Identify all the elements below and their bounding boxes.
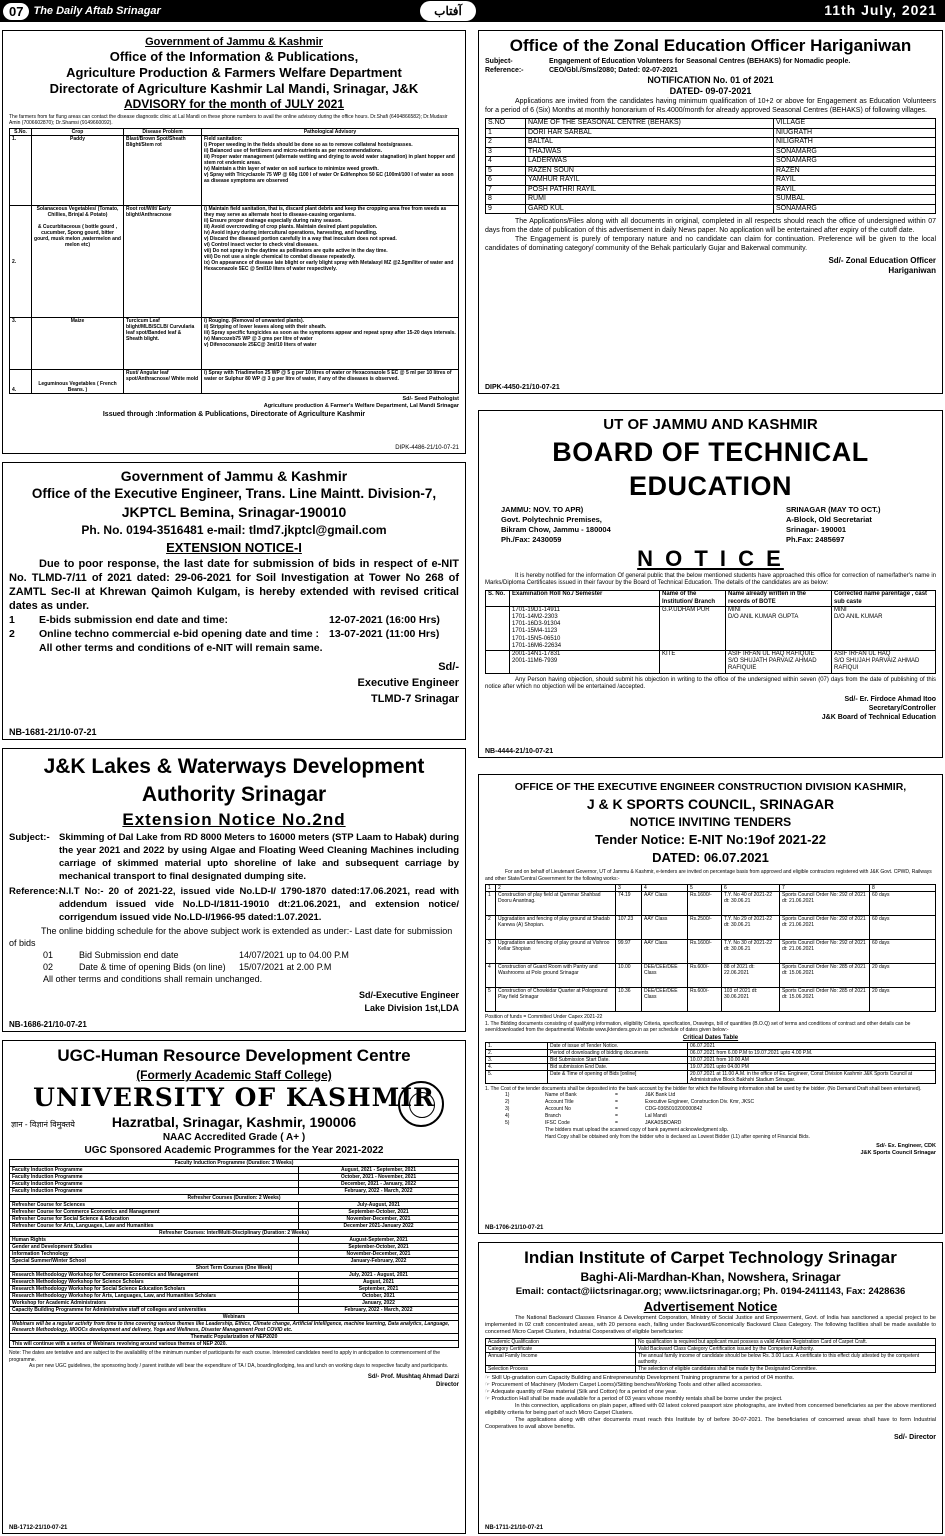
sports-para-2: 1. The Bidding documents consisting of qualifying information, eligibility Criteria, specification, Drawings, bill of quantities (B.O.Q) set of terms and conditions of contract and other details can be seen/downloaded from the departmental Website www.jktenders.gov.in as per schedule of dates given below:- — [485, 1020, 911, 1033]
iict-sig: Sd/- Director — [893, 1434, 936, 1441]
iict-facilities-list — [485, 1375, 936, 1403]
zonal-para-2: The Applications/Files along with all documents in original, completed in all respects should reach the office of undersigned within 07 days from the date of publication of this advertisement in daily News paper. No application will be entertained after expiry of the cutoff date. — [485, 218, 936, 234]
zonal-education-ad: Office of the Zonal Education Officer Hariganiwan Subject- Engagement of Education Volunteers for Seasonal Centres (BEHAKS) for Nomadic people. Reference:- CEO/Gbl./Sms/2080; Dated: 02-07-2021 NOTIFICATION No. 01 of 2021 DATED- 09-07-2021 Applications are invited from the candidates having minimum qualification of 10+2 or above for Engagement as Education Volunteers for a period of 6 (Six) Months at monthly honorarium of Rs.4000/month for already approved Seasonal Centres (BEHAKS) of following villages. S.NO NAME OF THE SEASONAL CENTRE (BEHAKS) VILLAGE 1 DORI HAR SARBAL NIUGRATH 2 BALTAL NILIGRATH 3 THAJWAS SONAMARG 4 LADERWAS SONAMARG 5 RAZEN SOUN RAZEN 6 YAMHUR RAYIL RAYIL 7 POSH PATHRI RAYIL RAYIL 8 RUMI SUMBAL 9 GARD KUL SONAMARG The Applications/Files along with all documents in original, completed in all respects should reach the office of undersigned within 07 days from the date of publication of this advertisement in daily News paper. No application will be entertained after expiry of the cutoff date. The Engagement is purely of temporary nature and no candidate can claim for continuation. Preference will be given to the local candidates of dominating category/ community of the Behak particularly Gujar and Bakerwal community. Sd/- Zonal Education Officer Hariganiwan DIPK-4450-21/10-07-21 — [478, 30, 943, 394]
sports-critical-dates-title: Critical Dates Table — [682, 1034, 739, 1041]
list-item: ☞ Procurement of Machinery (Modern Carpet Looms)/Sitting benches/Working Tools and other allied accessories. — [485, 1382, 763, 1388]
zonal-sig-1: Sd/- Zonal Education Officer — [828, 256, 936, 265]
iict-advertisement-ad — [478, 1242, 943, 1534]
ee-contact: Ph. No. 0194-3516481 e-mail: tlmd7.jkptcl@gmail.com — [81, 523, 387, 537]
bote-sig-2: Secretary/Controller — [868, 705, 936, 713]
agri-sig-2: Agriculture production & Farmer's Welfare Department, Lal Mandi Srinagar — [263, 403, 459, 409]
uok-note-2: As per new UGC guidelines, the sponsoring body / parent institute will bear the expenditure of TA / DA, boarding/lodging, tea and lunch on working days to respective faculty and participants. — [29, 1363, 449, 1369]
iict-eligibility-table — [485, 1338, 936, 1373]
sports-council: J & K SPORTS COUNCIL, SRINAGAR — [586, 796, 835, 812]
lakes-item-1: Bid Submission end date — [79, 950, 179, 960]
issue-date: 11th July, 2021 — [824, 2, 937, 18]
ee-item-1: E-bids submission end date and time: — [39, 614, 229, 626]
sports-dated: DATED: 06.07.2021 — [652, 850, 769, 865]
uok-address: Hazratbal, Srinagar, Kashmir, 190006 — [111, 1114, 357, 1130]
lakes-notice-title: Extension Notice No.2nd — [122, 810, 346, 829]
uok-sig-1: Sd/- Prof. Mushtaq Ahmad Darzi — [367, 1373, 459, 1380]
bote-para-2: Any Person having objection, should submit his objection in writing to the office of the undersigned within seven (07) days from the date of publishing of this notice after which no objection will be entertained /accepted. — [485, 676, 936, 690]
uok-note: Note: The dates are tentative and are subject to the availability of the minimum number of participants for each course. Interested candidates need to apply in anticipation to commencement of the programme. — [9, 1350, 440, 1363]
agri-col: Pathological Advisory — [202, 129, 459, 136]
ee-item-2: Online techno commercial e-bid opening date and time : — [39, 628, 320, 640]
paper-logo: آفتاب — [420, 1, 476, 21]
sports-bank-details: 1) Name of Bank = J&K Bank Ltd 2) Account Title = Executive Engineer, Construction Div. Kmr, JKSC 3) Account No = CDG-0365010200000842 4) Branch = Lal Mandi 5) IFSC Code = JAKA0SBOARD The bidders must upload the scanned copy of bank payment acknowledgment slip. Hard Copy shall be obtained only from the bidder who is declared as Lowest Bidder (L1) after opening of Financial Bids. — [505, 1092, 810, 1140]
bote-sig-1: Sd/- Er. Firdoce Ahmad Itoo — [844, 696, 936, 704]
ee-office: Office of the Executive Engineer, Trans. Line Maintt. Division-7, — [31, 486, 437, 501]
table-row: Refresher Course for Commerce Economics and Management September-October, 2021 — [10, 1209, 459, 1216]
sports-office: OFFICE OF THE EXECUTIVE ENGINEER CONSTRUCTION DIVISION KASHMIR, — [514, 781, 907, 793]
table-row: 2001-14N1-17831 2001-11M6-7939 KITE ASIF IRFAN UL HAQ RAFIQUIE S/O SHUJATH PARVAIZ AHMAD RAFIQUIE ASIF IRFAN UL HAQ S/O SHUJAH PARVAIZ AHMAD RAFIQUI — [486, 651, 936, 674]
table-row: 4. Bid submission End Date. 19.07.2021 upto 04.00 PM — [486, 1063, 936, 1070]
uok-programmes-title: UGC Sponsored Academic Programmes for the Year 2021-2022 — [84, 1145, 384, 1156]
table-row: Research Methodology Workshop for Science Scholars August, 2021 — [10, 1279, 459, 1286]
ee-para-2: All other terms and conditions of e-NIT will remain same. — [39, 642, 323, 654]
sports-para-1: For and on behalf of Lieutenant Governor, UT of Jammu & Kashmir, e-tenders are invited on percentage basis from approved and eligible contractors registered with J&K Govt. CPWD, Railways and other State/Central Government for the following works:- — [485, 869, 932, 882]
table-row: 6 YAMHUR RAYIL RAYIL — [486, 176, 936, 186]
table-row: 4 LADERWAS SONAMARG — [486, 157, 936, 167]
list-item: ☞ Skill Up-gradation cum Capacity Building and Entrepreneurship Development Training programme for a period of 04 months. — [485, 1375, 795, 1381]
table-row: Academic Qualification No qualification is required but applicant must possess a valid Artisan Registration Card of Carpet Craft. — [486, 1339, 936, 1346]
table-row: 1. Date of issue of Tender Notice. 06.07.2021 — [486, 1042, 936, 1049]
agri-intro: The farmers from far flung areas can contact the disease diagnostic clinic at Lal Mandi on these phone numbers to avail the online advisory during the office hours. Dr.Shafi (6494866582); Dr.Mudasir Amin (7006602870); Dr.Shamsi (9149660092). — [9, 114, 448, 126]
sports-ref: NB-1706-21/10-07-21 — [485, 1225, 544, 1231]
bote-notice: N O T I C E — [637, 546, 784, 571]
table-row: Selection Process The selection of eligible candidates shall be made by the Designated Committee. — [486, 1366, 936, 1373]
page-header — [0, 0, 945, 22]
table-row: Research Methodology Workshop for Commerce Economics and Management July, 2021 - August, 2021 — [10, 1272, 459, 1279]
agriculture-advisory-ad — [2, 30, 466, 454]
lakes-item-2: Date & time of opening Bids (on line) — [79, 962, 226, 972]
table-row: 5 Construction of Chowkidar Quarter at Pologround Play field Srinagar 10.36 DEE/CEE/DEE Class Rs.600/- 103 of 2021 dt: 30.06.2021 Sports Council Order No: 285 of 2021 dt: 15.06.2021 20 days — [486, 988, 936, 1012]
zonal-ref: DIPK-4450-21/10-07-21 — [485, 384, 560, 391]
lakes-para-2: All other terms and conditions shall remain unchanged. — [43, 974, 263, 984]
bote-ut: UT OF JAMMU AND KASHMIR — [603, 416, 818, 433]
table-row: Faculty Induction Programme December, 2021 - January, 2022 — [10, 1181, 459, 1188]
iict-title: Indian Institute of Carpet Technology Srinagar — [524, 1248, 897, 1267]
sports-nit: NOTICE INVITING TENDERS — [629, 815, 792, 829]
uok-motto: ज्ञान - विज्ञानं विमुक्तये — [11, 1120, 75, 1129]
zonal-sig-2: Hariganiwan — [888, 266, 936, 275]
ee-ref: NB-1681-21/10-07-21 — [9, 727, 97, 737]
lakes-reference: N.I.T No:- 20 of 2021-22, issued vide No.LD-I/ 1790-1870 dated:17.06.2021, read with addendum issued vide No.LD-I/1811-19010 dt:21.06.2021, and extension notice/ corrigendum issued vide No.LD-I/1966-95 dated:1.07.2021. — [59, 886, 459, 923]
sports-tender-no: Tender Notice: E-NIT No:19of 2021-22 — [595, 832, 826, 847]
ee-address: JKPTCL Bemina, Srinagar-190010 — [121, 504, 347, 520]
table-row: 1701-19D1-14911 1701-14M2-2303 1701-16D3-91304 1701-15M4-1123 1701-15N5-06510 1701-16M6-22634 G.P.UDHAM PUR MINI D/O ANIL KUMAR GUPTA MINI D/O ANIL KUMAR — [486, 606, 936, 650]
agri-col: Crop — [32, 129, 124, 136]
uok-name: UNIVERSITY OF KASHMIR — [33, 1083, 435, 1112]
table-row: Human Rights August-September, 2021 — [10, 1237, 459, 1244]
table-row: 2. Solanaceous Vegetables/ (Tomato, Chillies, Brinjal & Potato) & Cucurbitaceous ( bottle gourd , cucumber, Spong gourd, bitter gourd, musk melon ,watermelon and melon etc) Root rot/Wilt/ Early blight/Anthracnose i) Maintain field sanitation, that is, discard plant debris and keep the cropping area free from weeds as they may serve as alternate host to disease-causing organisms. ii) Ensure proper drainage especially during rainy season. iii) Avoid overcrowding of crop plants. Maintain desired plant population. iv) Avoid injury during intercultural operations, harvesting, and handling. v) Discard the diseased portion carefully in a way that inoculum does not spread. vi) Control insect vector to check viral diseases. vii) Do not spray in the daytime as pollinators are quite active in the day time. viii) Do not use a single chemical to combat disease repeatedly. ix) On appearance of disease late blight or early blight spray with Metalaxyl MZ @2.5gm/liter of water and Hexaconazole 5EC @ 5ml/10 liters of water respectively. — [10, 206, 459, 318]
table-row: Special Summer/Winter School January-February, 2022 — [10, 1258, 459, 1265]
table-row: 5. Date & Time of opening of Bids [online] 20.07.2021 at 11.00 A.M. in the office of Ex. Engineer, Const Division Kashmir J&K Sports Council at Administrative Block Bakhshi Stadium Srinagar. — [486, 1070, 936, 1083]
agri-col: Disease Problem — [124, 129, 202, 136]
ee-notice-title: EXTENSION NOTICE-I — [166, 540, 302, 555]
table-row: 7 POSH PATHRI RAYIL RAYIL — [486, 185, 936, 195]
sports-works-table: 1 2 3 4 5 6 7 8 1 Construction of play field at Qammar Shahbad Dooru Anantnag. 74.19 AAY Class Rs.1600/- T.Y. No 40 of 2021-22 dt: 30.06.21 Sports Council Order No: 292 of 2021 dt: 21.06.2021 60 days 2 Upgradation and fencing of play ground at Shadab Karewa (A) Shopian. 107.23 AAY Class Rs.2500/- T.Y. No 29 of 2021-22 dt: 30.06.21 Sports Council Order No: 292 of 2021 dt: 21.06.2021 60 days 3 Upgradation and fencing of play ground at Vishroo Kellar Shopian 99.97 AAY Class Rs.1600/- T.Y. No 30 of 2021-22 dt: 30.06.21 Sports Council Order No: 292 of 2021 dt: 21.06.2021 60 days 4 Construction of Guard Room with Pantry and Washrooms at Polo ground Srinagar 10.00 DEE/CEE/DEE Class Rs.600/- 88 of 2021 dt: 22.06.2021 Sports Council Order No: 285 of 2021 dt: 15.06.2021 20 days 5 Construction of Chowkidar Quarter at Pologround Play field Srinagar 10.36 DEE/CEE/DEE Class Rs.600/- 103 of 2021 dt: 30.06.2021 Sports Council Order No: 285 of 2021 dt: 15.06.2021 20 days — [485, 884, 936, 1012]
iict-address: Baghi-Ali-Mardhan-Khan, Nowshera, Srinagar — [580, 1270, 841, 1284]
table-row: Refresher Course for Social Science & Education November-December, 2021 — [10, 1216, 459, 1223]
lakes-subject: Skimming of Dal Lake from RD 8000 Meters to 16000 meters (STP Laam to Habak) during the year 2021 and 2022 by using Algae and Floating Weed Cleaning Machines including carriage of skimmed material upto shoreline of lake and subsequent carriage by mechanical transport to final designated dumping site. — [59, 832, 460, 882]
jkptcl-extension-ad: Government of Jammu & Kashmir Office of the Executive Engineer, Trans. Line Maintt. Division-7, JKPTCL Bemina, Srinagar-190010 Ph. No. 0194-3516481 e-mail: tlmd7.jkptcl@gmail.com EXTENSION NOTICE-I Due to poor response, the last date for submission of bids in respect of e-NIT No. TLMD-7/11 of 2021 dated: 29-06-2021 for Soil Investigation at Tower No 268 of ZAMTL Sec-II at Khrewan Qaimoh Kulgam, is hereby extended with revised critical dates as under. 1 E-bids submission end date and time: 12-07-2021 (16:00 Hrs) 2 Online techno commercial e-bid opening date and time : 13-07-2021 (11:00 Hrs) All other terms and conditions of e-NIT will remain same. Sd/- Executive Engineer TLMD-7 Srinagar NB-1681-21/10-07-21 — [2, 462, 466, 740]
agri-dept: Agriculture Production & Farmers Welfare Department — [66, 65, 402, 80]
uok-former: (Formerly Academic Staff College) — [136, 1068, 332, 1082]
zonal-table: S.NO NAME OF THE SEASONAL CENTRE (BEHAKS) VILLAGE 1 DORI HAR SARBAL NIUGRATH 2 BALTAL NILIGRATH 3 THAJWAS SONAMARG 4 LADERWAS SONAMARG 5 RAZEN SOUN RAZEN 6 YAMHUR RAYIL RAYIL 7 POSH PATHRI RAYIL RAYIL 8 RUMI SUMBAL 9 GARD KUL SONAMARG — [485, 118, 936, 214]
list-item: ☞ Production Hall shall be made available for a period of 03 years whose monthly rentals shall be borne under the project. — [485, 1396, 783, 1402]
agri-govt: Government of Jammu & Kashmir — [145, 36, 323, 48]
table-row: Research Methodology Workshop for Social Science Education Scholars September, 2021 — [10, 1286, 459, 1293]
bote-para-1: It is hereby notified for the information Of general public that the below mentioned students have approached this office for correction of name/father's name in Marks/Diploma Certificates issued in their favour by the Board of Technical Education. The details of the candidates are as below: — [485, 573, 936, 587]
table-row: Workshop for Academic Administrators January, 2022 — [10, 1300, 459, 1307]
table-row: Refresher Course for Sciences July-August, 2021 — [10, 1202, 459, 1209]
ee-sig-0: Sd/- — [438, 661, 459, 673]
table-row: 5 RAZEN SOUN RAZEN — [486, 166, 936, 176]
paper-name: The Daily Aftab Srinagar — [33, 5, 161, 17]
table-row: 4 Construction of Guard Room with Pantry and Washrooms at Polo ground Srinagar 10.00 DEE/CEE/DEE Class Rs.600/- 88 of 2021 dt: 22.06.2021 Sports Council Order No: 285 of 2021 dt: 15.06.2021 20 days — [486, 964, 936, 988]
sports-para-3: 1. The Cost of the tender documents shall be deposited into the bank account by the bidder for which the following information shall be used by the bidder. (No Demand Draft shall been entertained). — [485, 1085, 922, 1092]
agri-advisory-title: ADVISORY for the month of JULY 2021 — [123, 97, 345, 111]
zonal-dated: DATED- 09-07-2021 — [669, 86, 752, 96]
uok-ref: NB-1712-21/10-07-21 — [9, 1525, 68, 1531]
agri-table — [9, 128, 459, 394]
table-row: 2 Upgradation and fencing of play ground at Shadab Karewa (A) Shopian. 107.23 AAY Class Rs.2500/- T.Y. No 29 of 2021-22 dt: 30.06.21 Sports Council Order No: 292 of 2021 dt: 21.06.2021 60 days — [486, 916, 936, 940]
iict-para-2: In this connection, applications on plain paper, affixed with 02 latest colored passport size photographs, are invited from concerned beneficiaries as per the above mentioned eligibility criteria for being part of such Micro Carpet Clusters. — [485, 1403, 936, 1416]
agri-ref: DIPK-4486-21/10-07-21 — [395, 445, 459, 451]
sports-sig-2: J&K Sports Council Srinagar — [860, 1150, 936, 1156]
ee-govt: Government of Jammu & Kashmir — [120, 468, 348, 484]
ee-sig-1: Executive Engineer — [357, 677, 459, 689]
sports-sig-1: Sd/- Ex. Engineer, CDK — [876, 1143, 936, 1149]
bote-title: BOARD OF TECHNICAL EDUCATION — [552, 437, 869, 501]
table-row: 1. Paddy Blast/Brown Spot/Sheath Blight/Stem rot Field sanitation: i) Proper weeding in the fields should be done so as to remove collateral hosts/grasses. ii) Balanced use of fertilizers and micro-nutrients as per recommendations. iii) Proper water management (alternate wetting and drying to avoid water stagnation) in plant hopper and stem rot endemic areas. iv) Maintain a thin layer of water on soil surface to minimize weed growth. v) Spray with Tricyclazole 75 WP @ 60g /100 l of water Or Edifenphos 50 EC (100ml/100 l of water as soon as disease symptoms are observed — [10, 136, 459, 206]
table-row: 8 RUMI SUMBAL — [486, 195, 936, 205]
agri-directorate: Directorate of Agriculture Kashmir Lal Mandi, Srinagar, J&K — [49, 81, 419, 96]
lakes-sig-2: Lake Division 1st,LDA — [364, 1003, 459, 1013]
page-number: 07 — [3, 3, 29, 20]
lakes-authority-ad: J&K Lakes & Waterways Development Authority Srinagar Extension Notice No.2nd Subject:- Skimming of Dal Lake from RD 8000 Meters to 16000 meters (STP Laam to Habak) during the year 2021 and 2022 by using Algae and Floating Weed Cleaning Machines including carriage of skimmed material upto shoreline of lake and subsequent carriage by mechanical transport to final designated dumping site. Reference:- N.I.T No:- 20 of 2021-22, issued vide No.LD-I/ 1790-1870 dated:17.06.2021, read with addendum issued vide No.LD-I/1811-19010 dt:21.06.2021, and extension notice/ corrigendum issued vide No.LD-I/1966-95 dated:1.07.2021. The online bidding schedule for the above subject work is extended as under:- Last date for submission of bids 01 Bid Submission end date 14/07/2021 up to 04.00 P.M 02 Date & time of opening Bids (on line) 15/07/2021 at 2.00 P.M All other terms and conditions shall remain unchanged. Sd/-Executive Engineer Lake Division 1st,LDA NB-1686-21/10-07-21 — [2, 748, 466, 1032]
bote-notice-ad: UT OF JAMMU AND KASHMIR BOARD OF TECHNICAL EDUCATION JAMMU: NOV. TO APR) Govt. Polytechnic Premises, Bikram Chow, Jammu - 180004 Ph./Fax: 2430059 SRINAGAR (MAY TO OCT.) A-Block, Old Secretariat Srinagar- 190001 Ph.Fax: 2485697 N O T I C E It is hereby notified for the information Of general public that the below mentioned students have approached this office for correction of name/father's name in Marks/Diploma Certificates issued in their favour by the Board of Technical Education. The details of the candidates are as below: S. No. Examination Roll No./ Semester Name of the Institution/ Branch Name already written in the records of BOTE Corrected name parentage , cast sub caste 1701-19D1-14911 1701-14M2-2303 1701-16D3-91304 1701-15M4-1123 1701-15N5-06510 1701-16M6-22634 G.P.UDHAM PUR MINI D/O ANIL KUMAR GUPTA MINI D/O ANIL KUMAR 2001-14N1-17831 2001-11M6-7939 KITE ASIF IRFAN UL HAQ RAFIQUIE S/O SHUJATH PARVAIZ AHMAD RAFIQUIE ASIF IRFAN UL HAQ S/O SHUJAH PARVAIZ AHMAD RAFIQUI Any Person having objection, should submit his objection in writing to the office of the undersigned within seven (07) days from the date of publishing of this notice after which no objection will be entertained /accepted. Sd/- Er. Firdoce Ahmad Itoo Secretary/Controller J&K Board of Technical Education NB-4444-21/10-07-21 — [478, 410, 943, 758]
lakes-title-1: J&K Lakes & Waterways Development — [43, 755, 425, 778]
table-row: Faculty Induction Programme August, 2021 - September, 2021 — [10, 1167, 459, 1174]
zonal-title: Office of the Zonal Education Officer Hariganiwan — [509, 36, 912, 55]
uok-centre: UGC-Human Resource Development Centre — [57, 1046, 411, 1065]
table-row: Category Certificate Valid Backward Class Category Certification issued by the Competent Authority. — [486, 1346, 936, 1353]
table-row: 3. Maize Turcicum Leaf blight/MLB/SCLB/ Curvularia leaf spot/Banded leaf & Sheath blight. i) Rouging. (Removal of unwanted plants). ii) Stripping of lower leaves along with their sheath. iii) Spray specific fungicides as soon as the symptoms appear and repeat spray after 15-20 days intervals. iv) Mancozeb75 WP @ 3 gms per litre of water v) Difenoconazole 25EC@ 3ml/10 liters of water — [10, 318, 459, 370]
uok-sig-2: Director — [435, 1381, 459, 1388]
iict-para-1: The National Backward Classes Finance & Development Corporation, Ministry of Social Justice and Empowerment, Govt. of India has sanctioned a special project to be implemented in 02 craft concentrated areas, with 20 persons each, falling under Backward/Economically Backward Class Category. The following facilities shall be made available to concerned Micro Carpet Clusters, Industrial Cooperatives of eligible beneficiaries: — [485, 1315, 936, 1335]
list-item: ☞ Adequate quantity of Raw material (Silk and Cotton) for a period of one year. — [485, 1389, 678, 1395]
zonal-subject: Engagement of Education Volunteers for Seasonal Centres (BEHAKS) for Nomadic people. — [549, 58, 851, 65]
university-emblem-icon — [398, 1081, 444, 1127]
zonal-reference: CEO/Gbl./Sms/2080; Dated: 02-07-2021 — [549, 67, 678, 74]
table-row: 9 GARD KUL SONAMARG — [486, 204, 936, 214]
ee-sig-2: TLMD-7 Srinagar — [370, 693, 459, 705]
lakes-ref: NB-1686-21/10-07-21 — [9, 1020, 87, 1029]
ee-item-1-date: 12-07-2021 (16:00 Hrs) — [329, 614, 440, 626]
zonal-para-3: The Engagement is purely of temporary nature and no candidate can claim for continuation. Preference will be given to the local candidates of dominating category/ community of the Behak particularly Gujar and Bakerwal community. — [485, 236, 936, 252]
uok-webinars: Webinars will be a regular activity from time to time covering various themes like Leadership, Ethics, Climate change, Artificial Intelligence, machine learning, Data analytics, Language, Research Methodology, MOOCs development and delivery, Yoga and Wellness, Disaster Management Post COVID etc. — [10, 1321, 459, 1334]
table-row: 3 THAJWAS SONAMARG — [486, 147, 936, 157]
zonal-para-1: Applications are invited from the candidates having minimum qualification of 10+2 or above for Engagement as Education Volunteers for a period of 6 (Six) Months at monthly honorarium of Rs.4000/month for already approved Seasonal Centres (BEHAKS) of following villages. — [485, 98, 936, 114]
bote-table: S. No. Examination Roll No./ Semester Name of the Institution/ Branch Name already written in the records of BOTE Corrected name parentage , cast sub caste 1701-19D1-14911 1701-14M2-2303 1701-16D3-91304 1701-15M4-1123 1701-15N5-06510 1701-16M6-22634 G.P.UDHAM PUR MINI D/O ANIL KUMAR GUPTA MINI D/O ANIL KUMAR 2001-14N1-17831 2001-11M6-7939 KITE ASIF IRFAN UL HAQ RAFIQUIE S/O SHUJATH PARVAIZ AHMAD RAFIQUIE ASIF IRFAN UL HAQ S/O SHUJAH PARVAIZ AHMAD RAFIQUI — [485, 590, 936, 673]
table-row: Annual Family Income The annual family income of candidate should be below Rs. 3.00 Lacs. A certificate to this effect duly attested by the competent authority . — [486, 1353, 936, 1366]
table-row: 1 Construction of play field at Qammar Shahbad Dooru Anantnag. 74.19 AAY Class Rs.1600/- T.Y. No 40 of 2021-22 dt: 30.06.21 Sports Council Order No: 292 of 2021 dt: 21.06.2021 60 days — [486, 892, 936, 916]
iict-para-3: The applications along with other documents must reach this Institute by of before 30-07-2021. The beneficiaries of concerned areas shall have to form Industrial Cooperatives to avail above benefits. — [485, 1417, 936, 1430]
uok-hrdc-ad — [2, 1040, 466, 1534]
uok-programme-table: Faculty Induction Programme (Duration: 3 Weeks) Faculty Induction Programme August, 2021 - September, 2021 Faculty Induction Programme October, 2021 - November, 2021 Faculty Induction Programme December, 2021 - January, 2022 Faculty Induction Programme February, 2022 - March, 2022 Refresher Courses (Duration: 2 Weeks) Refresher Course for Sciences July-August, 2021 Refresher Course for Commerce Economics and Management September-October, 2021 Refresher Course for Social Science & Education November-December, 2021 Refresher Course for Arts, Languages, Law and Humanities December 2021-January 2022 Refresher Courses: Inter/Multi-Disciplinary (Duration: 2 Weeks) Human Rights August-September, 2021 Gender and Development Studies September-October, 2021 Information Technology November-December, 2021 Special Summer/Winter School January-February, 2022 Short Term Courses (One Week) Research Methodology Workshop for Commerce Economics and Management July, 2021 - August, 2021 Research Methodology Workshop for Science Scholars August, 2021 Research Methodology Workshop for Social Science Education Scholars September, 2021 Research Methodology Workshop for Arts, Languages, Law, and Humanities Scholars October, 2021 Workshop for Academic Administrators January, 2022 Capacity Building Programme for Administrative staff of colleges and universities February, 2022 - March, 2022 Webinars Webinars will be a regular activity from time to time covering various themes like Leadership, Ethics, Climate change, Artificial Intelligence, machine learning, Data analytics, Language, Research Methodology, MOOCs development and delivery, Yoga and Wellness, Disaster Management Post COVID etc. Thematic Popularization of NEP2020 This will continue with a series of Webinars revolving around various themes of NEP 2020. — [9, 1159, 459, 1348]
table-row: Research Methodology Workshop for Arts, Languages, Law, and Humanities Scholars October, 2021 — [10, 1293, 459, 1300]
table-row: Information Technology November-December, 2021 — [10, 1251, 459, 1258]
table-row: 2. Period of downloading of bidding documents 06.07.2021 from 6.00 P.M to 19.07.2021 upto 4.00 P.M. — [486, 1049, 936, 1056]
table-row: 4. Leguminous Vegetables ( French Beans. ) Rust/ Angular leaf spot/Anthracnose/ White mold i) Spray with Triadimefon 25 WP @ 5 g per 10 litres of water or Hexaconazole 5 EC @ 5 ml per 10 litres of water or Sulphur 80 WP @ 3 g per litre of water, if any of the diseases is observed. — [10, 370, 459, 394]
agri-issued: Issued through :Information & Publications, Directorate of Agriculture Kashmir — [102, 411, 366, 418]
table-row: Gender and Development Studies September-October, 2021 — [10, 1244, 459, 1251]
agri-col: S.No. — [10, 129, 32, 136]
bote-sig-3: J&K Board of Technical Education — [821, 714, 936, 722]
uok-naac: NAAC Accredited Grade ( A+ ) — [162, 1132, 306, 1143]
table-row: 3. Bid Submission Start Date. 10.07.2021 from 10.00 AM — [486, 1056, 936, 1063]
lakes-sig-1: Sd/-Executive Engineer — [358, 990, 459, 1000]
table-row: 2 BALTAL NILIGRATH — [486, 138, 936, 148]
agri-sig-1: Sd/- Seed Pathologist — [402, 396, 459, 402]
sports-critical-dates-table — [485, 1042, 936, 1084]
uok-nep: This will continue with a series of Webinars revolving around various themes of NEP 2020. — [10, 1341, 459, 1348]
sports-council-tender-ad — [478, 774, 943, 1234]
table-row: Refresher Course for Arts, Languages, Law and Humanities December 2021-January 2022 — [10, 1223, 459, 1230]
lakes-item-1-date: 14/07/2021 up to 04.00 P.M — [239, 950, 349, 960]
table-row: Capacity Building Programme for Administrative staff of colleges and universities February, 2022 - March, 2022 — [10, 1307, 459, 1314]
iict-ref: NB-1711-21/10-07-21 — [485, 1525, 544, 1531]
lakes-title-2: Authority Srinagar — [141, 783, 327, 806]
zonal-notification: NOTIFICATION No. 01 of 2021 — [647, 75, 774, 85]
bote-ref: NB-4444-21/10-07-21 — [485, 748, 554, 755]
table-row: 3 Upgradation and fencing of play ground at Vishroo Kellar Shopian 99.97 AAY Class Rs.1600/- T.Y. No 30 of 2021-22 dt: 30.06.21 Sports Council Order No: 292 of 2021 dt: 21.06.2021 60 days — [486, 940, 936, 964]
iict-notice-title: Advertisement Notice — [643, 1299, 778, 1314]
lakes-item-2-date: 15/07/2021 at 2.00 P.M — [239, 962, 332, 972]
table-row: Faculty Induction Programme October, 2021 - November, 2021 — [10, 1174, 459, 1181]
agri-office: Office of the Information & Publications, — [109, 49, 359, 64]
iict-contact: Email: contact@iictsrinagar.org; www.iictsrinagar.org; Ph. 0194-2411143, Fax: 2428636 — [515, 1286, 906, 1297]
ee-item-2-date: 13-07-2021 (11:00 Hrs) — [329, 628, 440, 640]
sports-funds: Position of funds = Committed Under Capex 2021-22 — [485, 1014, 603, 1020]
ee-para-1: Due to poor response, the last date for submission of bids in respect of e-NIT No. TLMD-7/11 of 2021 dated: 29-06-2021 for Soil Investigation at Tower No 268 of ZAMTL Sec-II at Khrewan Qaimoh Kulgam, is hereby extended with revised critical dates as under. — [9, 558, 459, 612]
table-row: Faculty Induction Programme February, 2022 - March, 2022 — [10, 1188, 459, 1195]
table-row: 1 DORI HAR SARBAL NIUGRATH — [486, 128, 936, 138]
lakes-para-1: The online bidding schedule for the above subject work is extended as under:- Last date for submission of bids — [9, 926, 453, 948]
